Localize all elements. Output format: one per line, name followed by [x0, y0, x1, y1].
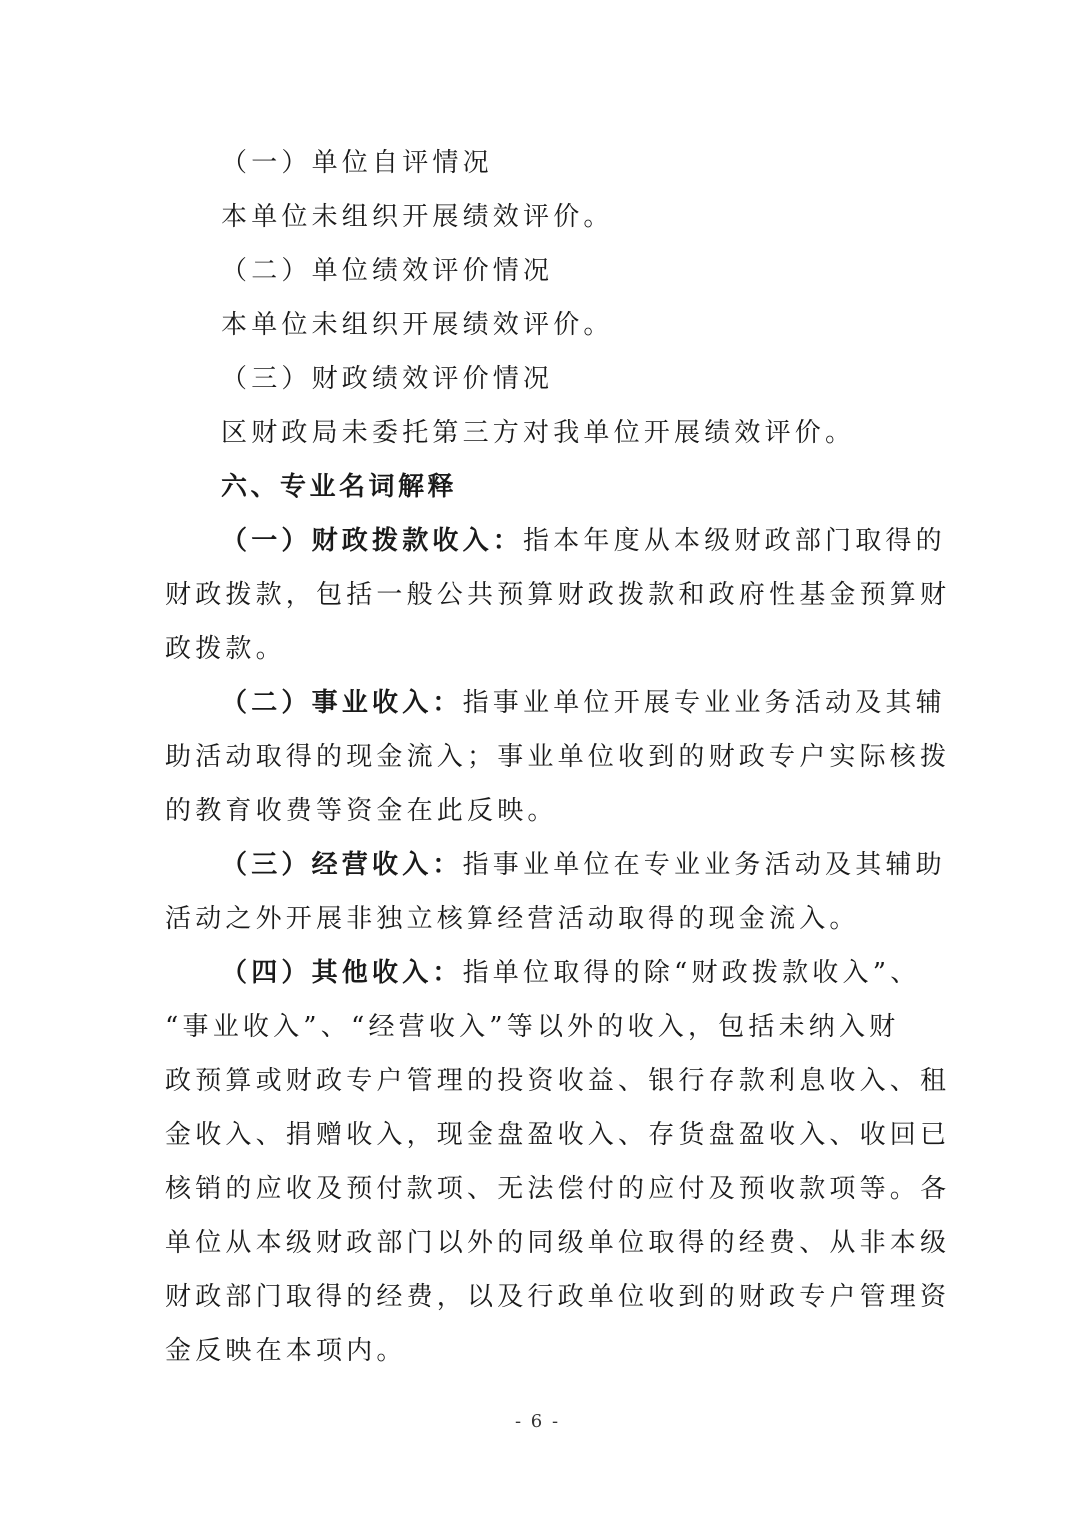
term-3-label: （三）经营收入： [221, 850, 463, 880]
term-4-line-2: “事业收入”、“经营收入”等以外的收入，包括未纳入财 [165, 1012, 900, 1042]
term-2-line-2: 助活动取得的现金流入；事业单位收到的财政专户实际核拨 [165, 742, 951, 772]
term-1-text: 指本年度从本级财政部门取得的 [523, 526, 946, 556]
page-number: - 6 - [514, 1411, 561, 1432]
term-4-line-7: 财政部门取得的经费，以及行政单位收到的财政专户管理资 [165, 1282, 951, 1312]
term-2-line-1 [221, 676, 946, 730]
glossary-heading: 六、专业名词解释 [221, 472, 458, 502]
term-4-label: （四）其他收入： [221, 958, 463, 988]
term-2-label: （二）事业收入： [221, 688, 463, 718]
term-1-line-1 [221, 514, 946, 568]
term-1-label: （一）财政拨款收入： [221, 526, 524, 556]
term-1-line-2: 财政拨款，包括一般公共预算财政拨款和政府性基金预算财 [165, 580, 951, 610]
section-1-title: （一）单位自评情况 [221, 148, 493, 178]
term-3-line-1 [221, 838, 946, 892]
term-4-line-8: 金反映在本项内。 [165, 1336, 407, 1366]
term-4-line-1 [221, 946, 921, 1000]
term-3-line-2: 活动之外开展非独立核算经营活动取得的现金流入。 [165, 904, 860, 934]
term-2-line-3: 的教育收费等资金在此反映。 [165, 796, 558, 826]
term-3-text: 指事业单位在专业业务活动及其辅助 [462, 850, 946, 880]
term-4-line-4: 金收入、捐赠收入，现金盘盈收入、存货盘盈收入、收回已 [165, 1120, 951, 1150]
section-1-text: 本单位未组织开展绩效评价。 [221, 202, 614, 232]
term-4-text: 指单位取得的除“财政拨款收入”、 [462, 958, 921, 988]
section-3-title: （三）财政绩效评价情况 [221, 364, 554, 394]
section-2-title: （二）单位绩效评价情况 [221, 256, 554, 286]
term-1-line-3: 政拨款。 [165, 634, 286, 664]
section-3-text: 区财政局未委托第三方对我单位开展绩效评价。 [221, 418, 856, 448]
term-4-line-5: 核销的应收及预付款项、无法偿付的应付及预收款项等。各 [165, 1174, 951, 1204]
section-2-text: 本单位未组织开展绩效评价。 [221, 310, 614, 340]
term-2-text: 指事业单位开展专业业务活动及其辅 [462, 688, 946, 718]
term-4-line-6: 单位从本级财政部门以外的同级单位取得的经费、从非本级 [165, 1228, 951, 1258]
term-4-line-3: 政预算或财政专户管理的投资收益、银行存款利息收入、租 [165, 1066, 951, 1096]
